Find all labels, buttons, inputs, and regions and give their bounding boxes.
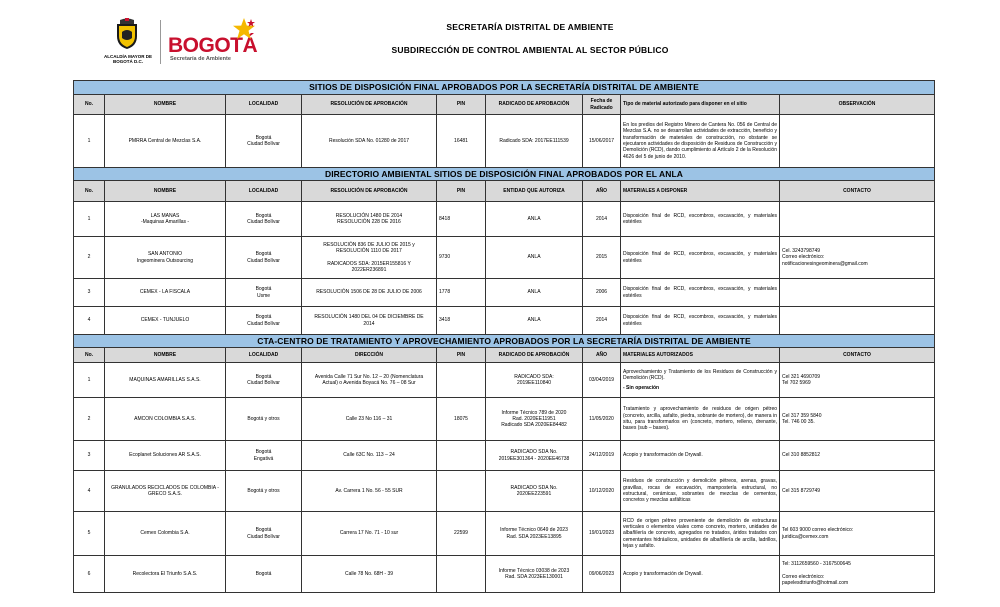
row-number: 3 [74,441,105,470]
authorized-materials [621,471,780,511]
pin: 1778 [437,279,486,306]
authorized-materials [621,441,780,470]
materials [621,307,780,334]
materials-text: Tratamiento y aprovechamiento de residuos de origen pétreo (concreto, arcilla, asfalto, piedra, sobrante de mortero), de manera in situ, para transformarlos en (concreto, mortero, relleno, drenante, bases (sub – bases). [623,406,777,432]
site-name: Ecoplanet Soluciones AR S.A.S. [105,441,226,470]
materials [621,279,780,306]
materials [621,202,780,236]
address: Calle 78 No. 68H - 39 [302,556,437,592]
pin [437,556,486,592]
locality: Bogotá Ciudad Bolívar [226,363,302,397]
column-header: PIN [437,348,486,362]
section-3-title: CTA-CENTRO DE TRATAMIENTO Y APROVECHAMIENTO APROBADOS POR LA SECRETARÍA DISTRITAL DE AMBIENTE [74,335,934,348]
filing-number: RADICADO SDA No. 2019EE301364 - 2020EE46738 [486,441,583,470]
date: 24/12/2019 [583,441,621,470]
site-name: CEMEX - TUNJUELO [105,307,226,334]
resolution: RESOLUCIÓN 1506 DE 28 DE JULIO DE 2006 [302,279,437,306]
authorizing-entity: ANLA [486,237,583,278]
authorized-materials [621,556,780,592]
locality: Bogotá y otros [226,398,302,440]
materials-text: Disposición final de RCD, escombros, excavación, y materiales estériles [623,314,777,327]
contact: Cel 315 8729749 [782,487,821,494]
filing-number: Radicado SDA: 2017EE111539 [486,115,583,167]
pin [437,471,486,511]
table-row [74,279,934,307]
date: 09/06/2023 [583,556,621,592]
authorized-materials [621,398,780,440]
materials-text: RCD de origen pétreo proveniente de demolición de estructuras verticales o elementos viales como concreto, mortero, unidades de albañilería de concreto, agregados no tratados, áridos tratados con cementantes hidráulicos, unidades de albañilería de arcilla, ladrillos, tejas y asfalto. [623,517,777,549]
row-number: 2 [74,398,105,440]
table-row [74,556,934,592]
column-header: MATERIALES AUTORIZADOS [621,348,780,362]
star-icon [232,18,256,40]
column-header: NOMBRE [105,181,226,201]
column-header: CONTACTO [843,187,871,194]
contact [780,307,934,334]
document-table [73,80,935,593]
authorized-materials [621,363,780,397]
row-number: 6 [74,556,105,592]
resolution: RESOLUCIÓN 836 DE JULIO DE 2015 y RESOLUCIÓN 1110 DE 2017 RADICADOS SDA: 2015ER155816 Y 2022ER236891 [302,237,437,278]
row-number: 4 [74,471,105,511]
document-titles [300,22,760,55]
section-3-header-row [74,348,934,363]
pin: 16481 [437,115,486,167]
pin [437,441,486,470]
material-description [621,115,780,167]
filing-number: Informe Técnico 03038 de 2023 Rad. SDA 2023EE130001 [486,556,583,592]
year: 2006 [583,279,621,306]
bogota-logo [104,14,264,70]
date: 03/04/2019 [583,363,621,397]
pin: 9730 [437,237,486,278]
column-header: No. [74,348,105,362]
table-row [74,115,934,168]
locality: Bogotá Ciudad Bolívar [226,237,302,278]
resolution: RESOLUCIÓN 1480 DE 2014 RESOLUCIÓN 228 DE 2016 [302,202,437,236]
row-number: 2 [74,237,105,278]
table-row [74,441,934,471]
site-name: GRANULADOS RECICLADOS DE COLOMBIA - GRECO S.A.S. [105,471,226,511]
site-name: Recolectora El Triunfo S.A.S. [105,556,226,592]
date: 10/12/2020 [583,471,621,511]
column-header: Tipo de material autorizado para disponer en el sitio [621,95,780,114]
authorizing-entity: ANLA [486,202,583,236]
material-text: En los predios del Registro Minero de Cantera No. 056 de Central de Mezclas S.A. no se desarrollan actividades de extracción, beneficio y transformación de materiales de construcción, no obstante se ejecutaron actividades de disposición de Residuos de Construcción y Demolición (RCD), dando cumplimiento al Artículo 2 de la Resolución 4626 del 5 de junio de 2010. [623,122,777,160]
site-name: SAN ANTONIO Ingeominera Outsourcing [105,237,226,278]
contact: Cel 321 4690709 Tel 702 5969 [782,373,821,386]
column-header: RESOLUCIÓN DE APROBACIÓN [302,95,437,114]
coat-of-arms-icon [114,18,140,50]
table-row [74,363,934,398]
contact: Tel 603 9000 correo electrónico: juridica@cemex.com [782,527,854,540]
pin [437,363,486,397]
observation [780,115,934,167]
locality: Bogotá Ciudad Bolívar [226,307,302,334]
locality: Bogotá [226,556,302,592]
column-header: RESOLUCIÓN DE APROBACIÓN [302,181,437,201]
resolution: Resolución SDA No. 01280 de 2017 [302,115,437,167]
column-header: AÑO [583,181,621,201]
locality: Bogotá Ciudad Bolívar [226,512,302,555]
authorizing-entity: ANLA [486,307,583,334]
authorizing-entity: ANLA [486,279,583,306]
address: Calle 23 No 116 – 31 [302,398,437,440]
section-2-title: DIRECTORIO AMBIENTAL SITIOS DE DISPOSICIÓN FINAL APROBADOS POR EL ANLA [74,168,934,181]
page-header [0,0,1000,80]
address: Calle 63C No. 113 – 24 [302,441,437,470]
document-subtitle: SUBDIRECCIÓN DE CONTROL AMBIENTAL AL SECTOR PÚBLICO [391,45,669,55]
filing-number: Informe Técnico 0649 de 2023 Rad. SDA 2023EE13895 [486,512,583,555]
pin: 8418 [437,202,486,236]
section-2-header-row [74,181,934,202]
materials [621,237,780,278]
column-header: RADICADO DE APROBACIÓN [486,95,583,114]
column-header: OBSERVACIÓN [838,101,876,108]
site-name: PMRRA Central de Mezclas S.A. [105,115,226,167]
materials-text: Acopio y transformación de Drywall. [623,452,703,459]
pin: 3418 [437,307,486,334]
column-header: LOCALIDAD [226,95,302,114]
materials-text: Disposición final de RCD, escombros, excavación, y materiales estériles [623,212,777,225]
contact: Cel 310 8852812 [782,452,821,459]
column-header: RADICADO DE APROBACIÓN [486,348,583,362]
site-name: Cemex Colombia S.A. [105,512,226,555]
locality: Bogotá Ciudad Bolívar [226,202,302,236]
year: 2014 [583,307,621,334]
contact [780,279,934,306]
section-1-title: SITIOS DE DISPOSICIÓN FINAL APROBADOS POR LA SECRETARÍA DISTRITAL DE AMBIENTE [74,81,934,95]
resolution: RESOLUCIÓN 1480 DEL 04 DE DICIEMBRE DE 2014 [302,307,437,334]
site-name: MAQUINAS AMARILLAS S.A.S. [105,363,226,397]
operation-status: - Sin operación [623,385,660,392]
brand-subtitle: Secretaría de Ambiente [170,56,231,62]
site-name: AMCON COLOMBIA S.A.S. [105,398,226,440]
column-header: LOCALIDAD [226,348,302,362]
column-header: PIN [437,95,486,114]
filing-number: RADICADO SDA No. 2020EE223591 [486,471,583,511]
row-number: 4 [74,307,105,334]
materials-text: Residuos de construcción y demolición pétreos, arenas, gravas, gravillas, rocas de excavación, mampostería estructural, no estructural, cerámicas, sobrantes de mezclas de cementos, concretos y mezclas asfálticas [623,478,777,504]
pin: 22599 [437,512,486,555]
column-header: NOMBRE [105,348,226,362]
column-header: CONTACTO [843,351,871,358]
locality: Bogotá Ciudad Bolívar [226,115,302,167]
locality: Bogotá Engativá [226,441,302,470]
year: 2015 [583,237,621,278]
column-header: ENTIDAD QUE AUTORIZA [486,181,583,201]
section-1-header-row [74,95,934,115]
site-name: LAS MANAS -Maquinas Amarillas - [105,202,226,236]
filing-number: Informe Técnico 789 de 2020 Rad. 2020EE11951 Radicado SDA 2020EE84482 [486,398,583,440]
site-name: CEMEX - LA FISCALA [105,279,226,306]
row-number: 1 [74,115,105,167]
table-row [74,237,934,279]
row-number: 1 [74,202,105,236]
filing-number: RADICADO SDA: 2019EE110840 [486,363,583,397]
table-row [74,512,934,556]
contact: Cel. 3243798749 Correo electrónico: notificacionesingeominera@gmail.com [782,248,868,267]
document-title: SECRETARÍA DISTRITAL DE AMBIENTE [446,22,614,32]
address: Carrera 17 No. 71 - 10 sur [302,512,437,555]
column-header: No. [74,95,105,114]
row-number: 5 [74,512,105,555]
table-row [74,202,934,237]
column-header: DIRECCIÓN [302,348,437,362]
contact: Tel: 3112659560 - 3167500645 Correo electrónico: papelesdtriunfo@hotmail.com [782,561,851,587]
address: Avenida Calle 71 Sur No. 12 – 20 (Nomenclatura Actual) o Avenida Boyacá No. 76 – 08 Sur [302,363,437,397]
year: 2014 [583,202,621,236]
contact [780,202,934,236]
date: 11/05/2020 [583,398,621,440]
pin: 18075 [437,398,486,440]
column-header: PIN [437,181,486,201]
column-header: No. [74,181,105,201]
table-row [74,471,934,512]
contact: Cel 317 359 5840 Tel. 746 00 35. [782,412,822,425]
materials-text: Disposición final de RCD, escombros, excavación, y materiales estériles [623,286,777,299]
row-number: 3 [74,279,105,306]
address: Av. Carrera 1 No. 56 - 55 SUR [302,471,437,511]
locality: Bogotá Usme [226,279,302,306]
date: 19/01/2023 [583,512,621,555]
materials-text: Acopio y transformación de Drywall. [623,570,703,577]
shield-caption: ALCALDÍA MAYOR DE BOGOTÁ D.C. [104,54,152,64]
row-number: 1 [74,363,105,397]
brand-name: BOGOTÁ [168,34,258,57]
logo-divider [160,20,161,64]
materials-text: Aprovechamiento y Tratamiento de los Residuos de Construcción y Demolición (RCD). [623,368,777,381]
column-header: NOMBRE [105,95,226,114]
column-header: MATERIALES A DISPONER [621,181,780,201]
column-header: Fecha de Radicado [583,95,621,114]
locality: Bogotá y otros [226,471,302,511]
filing-date: 15/06/2017 [583,115,621,167]
table-row [74,398,934,441]
column-header: LOCALIDAD [226,181,302,201]
materials-text: Disposición final de RCD, escombros, excavación, y materiales estériles [623,251,777,264]
table-row [74,307,934,335]
authorized-materials [621,512,780,555]
column-header: AÑO [583,348,621,362]
